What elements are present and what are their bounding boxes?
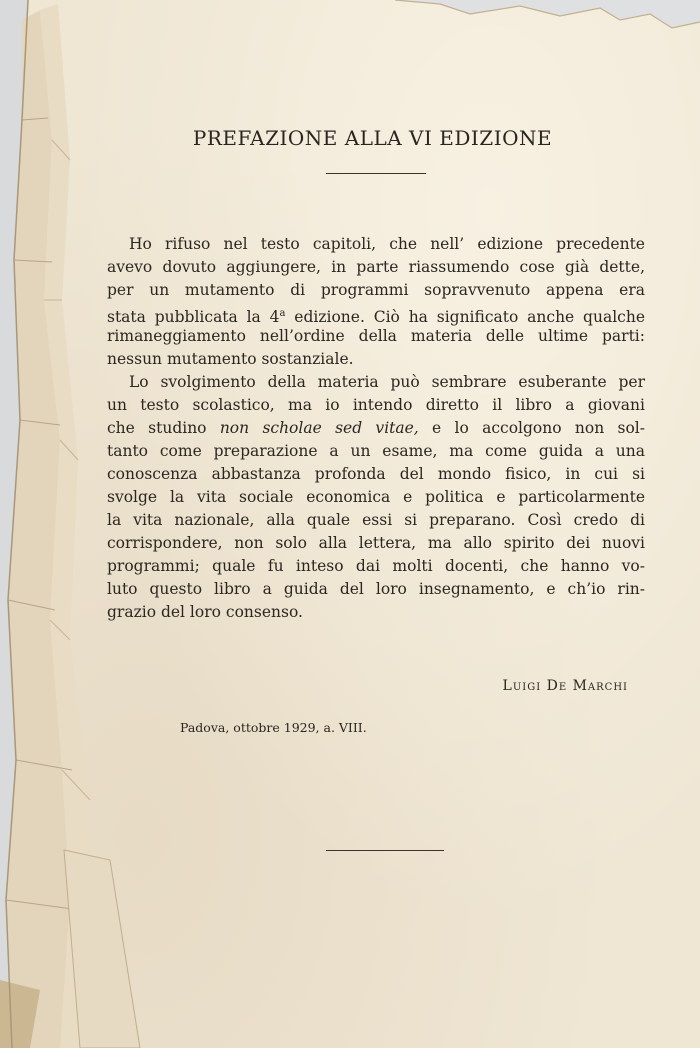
- line-segment: che studino: [107, 419, 220, 437]
- preface-line: svolge la vita sociale economica e politica e particolarmente: [107, 488, 645, 506]
- preface-title: PREFAZIONE ALLA VI EDIZIONE: [192, 126, 553, 150]
- line-segment: edizione. Ciò ha significato anche qualche: [285, 308, 645, 327]
- author-signature: Luigi De Marchi: [502, 678, 628, 694]
- preface-line: nessun mutamento sostanziale.: [107, 350, 354, 368]
- preface-line: Lo svolgimento della materia può sembrare esuberante per: [129, 373, 645, 391]
- closing-rule: [326, 850, 444, 851]
- title-rule: [326, 173, 426, 174]
- preface-line: conoscenza abbastanza profonda del mondo fisico, in cui si: [107, 465, 645, 483]
- preface-line: [107, 417, 645, 440]
- preface-line: programmi; quale fu inteso dai molti docenti, che hanno vo-: [107, 557, 645, 575]
- preface-line: la vita nazionale, alla quale essi si preparano. Così credo di: [107, 511, 645, 529]
- preface-line: corrispondere, non solo alla lettera, ma allo spirito dei nuovi: [107, 534, 645, 552]
- preface-line: un testo scolastico, ma io intendo diretto il libro a giovani: [107, 396, 645, 414]
- preface-line: tanto come preparazione a un esame, ma come guida a una: [107, 442, 645, 460]
- preface-line: [107, 302, 645, 325]
- preface-line: rimaneggiamento nell’ordine della materia delle ultime parti:: [107, 327, 645, 345]
- preface-line: luto questo libro a guida del loro insegnamento, e ch’io rin-: [107, 580, 645, 598]
- place-date: Padova, ottobre 1929, a. VIII.: [180, 720, 367, 735]
- preface-line: per un mutamento di programmi sopravvenuto appena era: [107, 281, 645, 299]
- preface-line: Ho rifuso nel testo capitoli, che nell’ edizione precedente: [129, 235, 645, 253]
- preface-line: grazio del loro consenso.: [107, 603, 303, 621]
- line-segment: stata pubblicata la 4: [107, 308, 280, 327]
- preface-line: avevo dovuto aggiungere, in parte riassumendo cose già dette,: [107, 258, 645, 276]
- latin-motto: non scholae sed vitae,: [219, 419, 419, 437]
- line-segment: e lo accolgono non sol-: [418, 419, 645, 437]
- ordinal-superscript: a: [279, 308, 286, 319]
